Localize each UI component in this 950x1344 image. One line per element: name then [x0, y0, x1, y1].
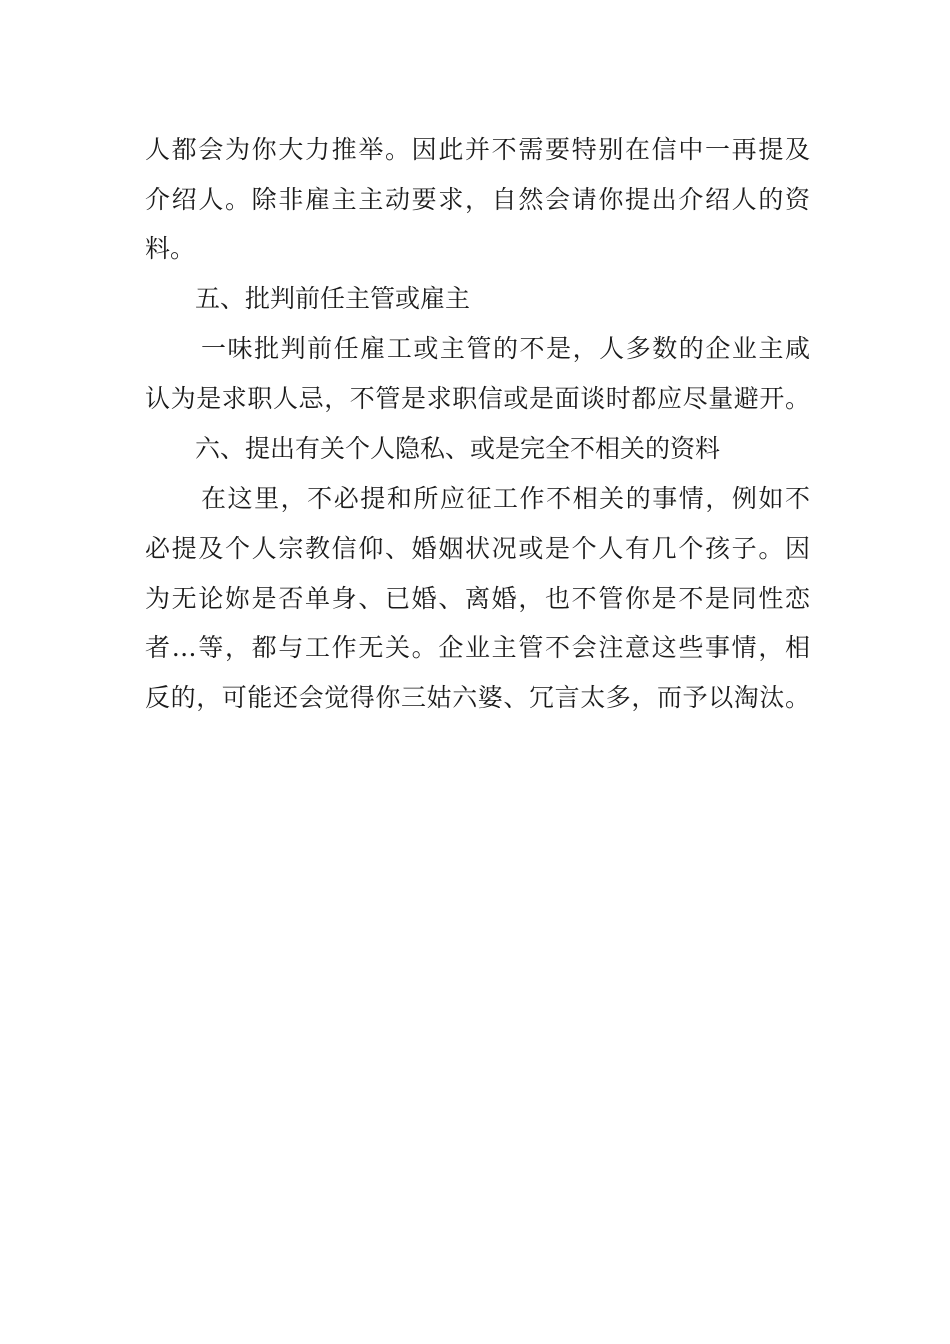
paragraph-line: 反的，可能还会觉得你三姑六婆、冗言太多，而予以淘汰。 — [145, 683, 810, 712]
paragraph-line: 为无论妳是否单身、已婚、离婚，也不管你是不是同性恋 — [145, 584, 810, 613]
paragraph-line: 必提及个人宗教信仰、婚姻状况或是个人有几个孩子。因 — [145, 534, 810, 563]
paragraph-line: 料。 — [145, 234, 196, 263]
paragraph-line: 者…等，都与工作无关。企业主管不会注意这些事情，相 — [145, 633, 810, 662]
paragraph-line: 在这里，不必提和所应征工作不相关的事情，例如不 — [201, 484, 810, 513]
paragraph-line: 人都会为你大力推举。因此并不需要特别在信中一再提及 — [145, 135, 810, 164]
section-heading-six: 六、提出有关个人隐私、或是完全不相关的资料 — [195, 434, 721, 463]
paragraph-line: 介绍人。除非雇主主动要求，自然会请你提出介绍人的资 — [145, 185, 810, 214]
section-heading-five: 五、批判前任主管或雇主 — [195, 284, 471, 313]
paragraph-line: 认为是求职人忌，不管是求职信或是面谈时都应尽量避开。 — [145, 384, 810, 413]
paragraph-line: 一味批判前任雇工或主管的不是，人多数的企业主咸 — [201, 334, 810, 363]
